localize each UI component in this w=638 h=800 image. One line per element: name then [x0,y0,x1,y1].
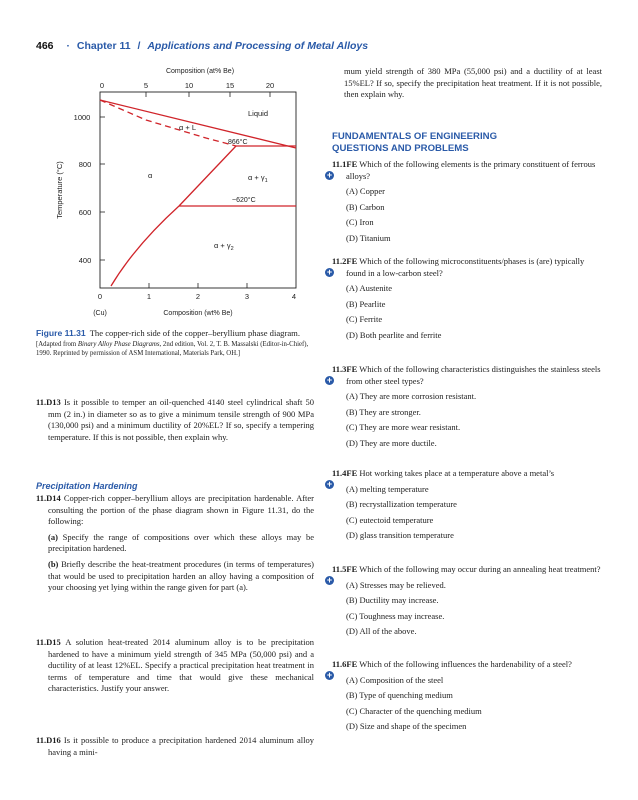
figure-caption [36,328,314,358]
section-heading: Precipitation Hardening [36,481,138,491]
solidus-line [100,100,236,146]
top-tick-label: 15 [225,81,235,90]
problem-part-b: (b) Briefly describe the heat-treatment procedures (in terms of temperatures) that would be used to precipitation harden an alloy having a composition of your choosing yet lying within the range given for part (a). [48,558,314,593]
option: (C) Iron [346,217,374,228]
option: (D) Both pearlite and ferrite [346,329,442,340]
fe-question-5: + 11.5FE Which of the following may occur during an annealing heat treatment? (A) Stresses may be relieved. (B) Ductility may increase. (C) Toughness may increase. (D) All of the above. [332,564,602,640]
fe-question-2: + 11.2FE Which of the following microconstituents/phases is (are) typically found in a low-carbon steel? (A) Austenite (B) Pearlite (C) Ferrite (D) Both pearlite and ferrite [332,256,602,343]
option: (C) They are more wear resistant. [346,422,461,433]
option: (B) recrystallization temperature [346,499,457,510]
top-tick-label: 5 [143,81,149,90]
top-axis-label: Composition (at% Be) [165,68,235,75]
temp-866-label: 866°C [228,139,248,146]
problem-text: Is it possible to temper an oil-quenched 4140 steel cylindrical shaft 50 mm (2 in.) in diameter so as to give a minimum tensile strength of 900 MPa (130,000 psi) and a minimum ductility of 20%EL? If so, specify a tempering temperature. If this is not possible, then explain why. [48,397,315,442]
phase-boundaries [100,100,296,286]
fe-heading [332,131,602,155]
y-tick-label: 600 [78,208,92,217]
fe-question-1: + 11.1FE Which of the following elements is the primary constituent of ferrous alloys? (A) Copper (B) Carbon (C) Iron (D) Titanium [332,159,602,246]
problem-id: 11.D13 [36,397,61,407]
figure-source: [Adapted from Binary Alloy Phase Diagrams, 2nd edition, Vol. 2, T. B. Massalski (Editor-in-Chief), 1990. Reprinted by permission of ASM International, Materials Park, OH.] [36,341,309,357]
page-number: 466 [36,40,54,52]
option: (D) They are more ductile. [346,437,437,448]
plus-icon: + [326,375,333,385]
bottom-tick-label: 4 [291,292,297,301]
plus-icon: + [326,670,333,680]
plus-icon: + [326,575,333,585]
fe-heading-line2: QUESTIONS AND PROBLEMS [332,143,469,154]
option: (C) Ferrite [346,314,383,325]
top-tick-label: 10 [184,81,194,90]
problem-d15 [36,637,314,695]
alpha-label: α [148,171,153,180]
top-tick-label: 0 [99,81,105,90]
y-tick-label: 1000 [73,113,91,122]
fe-question-3: + 11.3FE Which of the following characteristics distinguishes the stainless steels from other steel types? (A) They are more corrosion resistant. (B) They are stronger. (C) They are more wear resistant. (D) They are more ductile. [332,364,602,451]
option: (D) All of the above. [346,626,417,637]
problem-id: 11.D16 [36,735,61,745]
option: (A) They are more corrosion resistant. [346,391,477,402]
problem-d16 [36,735,314,758]
problem-text: Copper-rich copper–beryllium alloys are precipitation hardenable. After consulting the portion of the phase diagram shown in Figure 11.31, do the following: [48,493,314,527]
option: (D) Size and shape of the specimen [346,721,467,732]
bottom-tick-label: 3 [244,292,250,301]
cu-label: (Cu) [93,310,107,317]
option: (A) Copper [346,186,385,197]
plus-icon: + [326,479,333,489]
option: (D) glass transition temperature [346,530,454,541]
chapter-label: Chapter 11 [76,40,131,52]
fe-question-4: + 11.4FE Hot working takes place at a temperature above a metal’s (A) melting temperature (B) recrystallization temperature (C) eutectoid temperature (D) glass transition temperature [332,468,602,544]
header-separator: / [137,40,141,52]
top-tick-label: 20 [265,81,275,90]
plus-icon: + [326,170,333,180]
fe-questions [326,159,602,759]
bottom-tick-label: 2 [195,292,201,301]
option: (D) Titanium [346,232,391,243]
problem-d13 [36,397,314,443]
problem-id: 11.D14 [36,493,61,503]
fe-heading-line1: FUNDAMENTALS OF ENGINEERING [332,131,498,142]
alpha-solvus-line [111,206,179,286]
alpha-liquid-label: α + L [179,123,197,132]
option: (A) Austenite [346,283,393,294]
header-bullet: · [66,40,70,52]
option: (B) Pearlite [346,298,386,309]
figure-caption-text: The copper-rich side of the copper–beryllium phase diagram. [89,328,300,338]
top-ticks [146,92,270,97]
bottom-tick-label: 0 [97,292,103,301]
option: (A) Composition of the steel [346,674,444,685]
problem-text: A solution heat-treated 2014 aluminum alloy is to be precipitation hardened to have a minimum yield strength of 345 MPa (50,000 psi) and a ductility of at least 12%EL. Specify a practical precipitation heat treatment in terms of temperature and time that would give these mechanical characteristics. Justify your answer. [48,637,315,694]
running-header [36,40,368,52]
alpha-gamma1-label: $\alpha + \gamma_1$ [248,173,268,184]
problem-text: Is it possible to produce a precipitation hardened 2014 aluminum alloy having a mini- [48,735,314,757]
y-ticks [100,117,105,260]
option: (C) Toughness may increase. [346,610,445,621]
option: (A) Stresses may be relieved. [346,579,446,590]
option: (A) melting temperature [346,483,429,494]
option: (C) eutectoid temperature [346,514,434,525]
option: (B) Ductility may increase. [346,595,439,606]
option: (B) Carbon [346,201,385,212]
gamma1-boundary [179,146,236,206]
option: (B) They are stronger. [346,406,421,417]
fe-question-6: + 11.6FE Which of the following influences the hardenability of a steel? (A) Composition of the steel (B) Type of quenching medium (C) Character of the quenching medium (D) Size and shape of the specimen [332,659,602,735]
option: (B) Type of quenching medium [346,690,453,701]
liquidus-line [100,100,296,148]
alpha-gamma2-label: $\alpha + \gamma_2$ [214,241,234,252]
y-tick-label: 800 [78,160,92,169]
bottom-ticks [149,283,247,288]
figure-number: Figure 11.31 [36,328,86,338]
problem-d14 [36,493,314,594]
liquid-label: Liquid [248,109,269,118]
problem-id: 11.D15 [36,637,61,647]
temp-620-label: ~620°C [232,197,256,204]
y-tick-label: 400 [78,256,92,265]
bottom-tick-label: 1 [146,292,152,301]
phase-diagram [40,58,320,323]
y-axis-label: Temperature (°C) [55,161,64,219]
problem-d16-continued: mum yield strength of 380 MPa (55,000 psi) and a ductility of at least 15%EL? If so, specify the precipitation heat treatment. If it is not possible, then explain why. [344,66,602,100]
plus-icon: + [326,267,333,277]
chapter-title: Applications and Processing of Metal Alloys [147,40,369,52]
option: (C) Character of the quenching medium [346,705,482,716]
bottom-axis-label: Composition (wt% Be) [163,310,233,317]
problem-part-a: (a) Specify the range of compositions over which these alloys may be precipitation hardened. [48,531,315,554]
